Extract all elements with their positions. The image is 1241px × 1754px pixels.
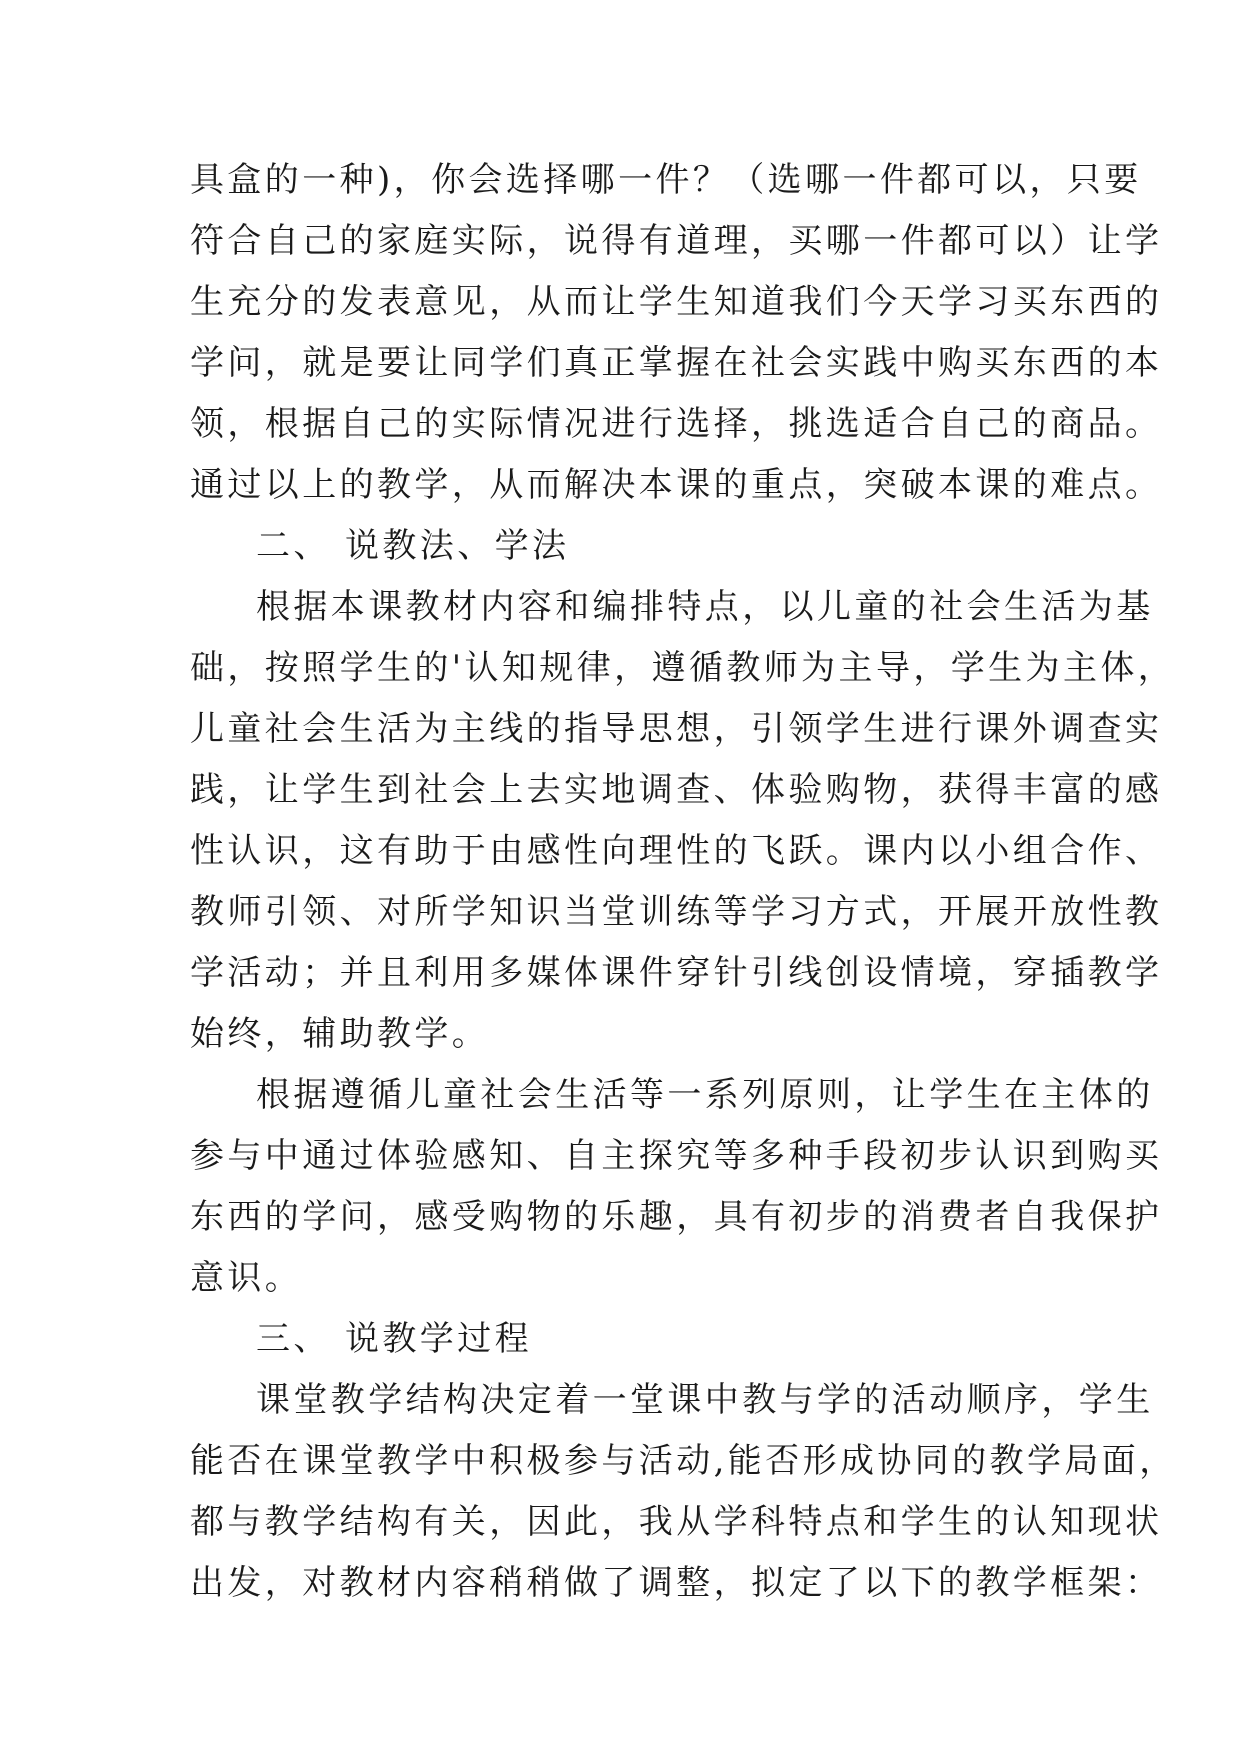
text-line: 具盒的一种)，你会选择哪一件？（选哪一件都可以，只要 [190, 160, 1142, 200]
section-heading: 三、 说教学过程 [256, 1319, 533, 1359]
text-line: 都与教学结构有关，因此，我从学科特点和学生的认知现状 [190, 1502, 1163, 1542]
text-line: 根据遵循儿童社会生活等一系列原则，让学生在主体的 [256, 1075, 1154, 1115]
body-text [190, 150, 1177, 1614]
text-line: 通过以上的教学，从而解决本课的重点，突破本课的难点。 [190, 465, 1163, 505]
section-heading: 二、 说教法、学法 [256, 526, 570, 566]
text-line: 领，根据自己的实际情况进行选择，挑选适合自己的商品。 [190, 404, 1163, 444]
text-line: 础，按照学生的'认知规律，遵循教师为主导，学生为主体， [190, 648, 1176, 688]
text-line: 东西的学问，感受购物的乐趣，具有初步的消费者自我保护 [190, 1197, 1163, 1237]
text-line: 生充分的发表意见，从而让学生知道我们今天学习买东西的 [190, 282, 1163, 322]
text-line: 践，让学生到社会上去实地调查、体验购物，获得丰富的感 [190, 770, 1163, 810]
text-line: 能否在课堂教学中积极参与活动,能否形成协同的教学局面， [190, 1441, 1177, 1481]
text-line: 学活动；并且利用多媒体课件穿针引线创设情境，穿插教学 [190, 953, 1163, 993]
text-line: 儿童社会生活为主线的指导思想，引领学生进行课外调查实 [190, 709, 1163, 749]
text-line: 根据本课教材内容和编排特点，以儿童的社会生活为基 [256, 587, 1154, 627]
text-line: 意识。 [190, 1258, 303, 1298]
text-line: 始终，辅助教学。 [190, 1014, 490, 1054]
text-line: 参与中通过体验感知、自主探究等多种手段初步认识到购买 [190, 1136, 1163, 1176]
text-line: 性认识，这有助于由感性向理性的飞跃。课内以小组合作、 [190, 831, 1163, 871]
text-line: 出发，对教材内容稍稍做了调整，拟定了以下的教学框架： [190, 1563, 1163, 1603]
text-line: 课堂教学结构决定着一堂课中教与学的活动顺序，学生 [256, 1380, 1154, 1420]
text-line: 符合自己的家庭实际，说得有道理，买哪一件都可以）让学 [190, 221, 1163, 261]
text-line: 学问，就是要让同学们真正掌握在社会实践中购买东西的本 [190, 343, 1163, 383]
text-line: 教师引领、对所学知识当堂训练等学习方式，开展开放性教 [190, 892, 1163, 932]
